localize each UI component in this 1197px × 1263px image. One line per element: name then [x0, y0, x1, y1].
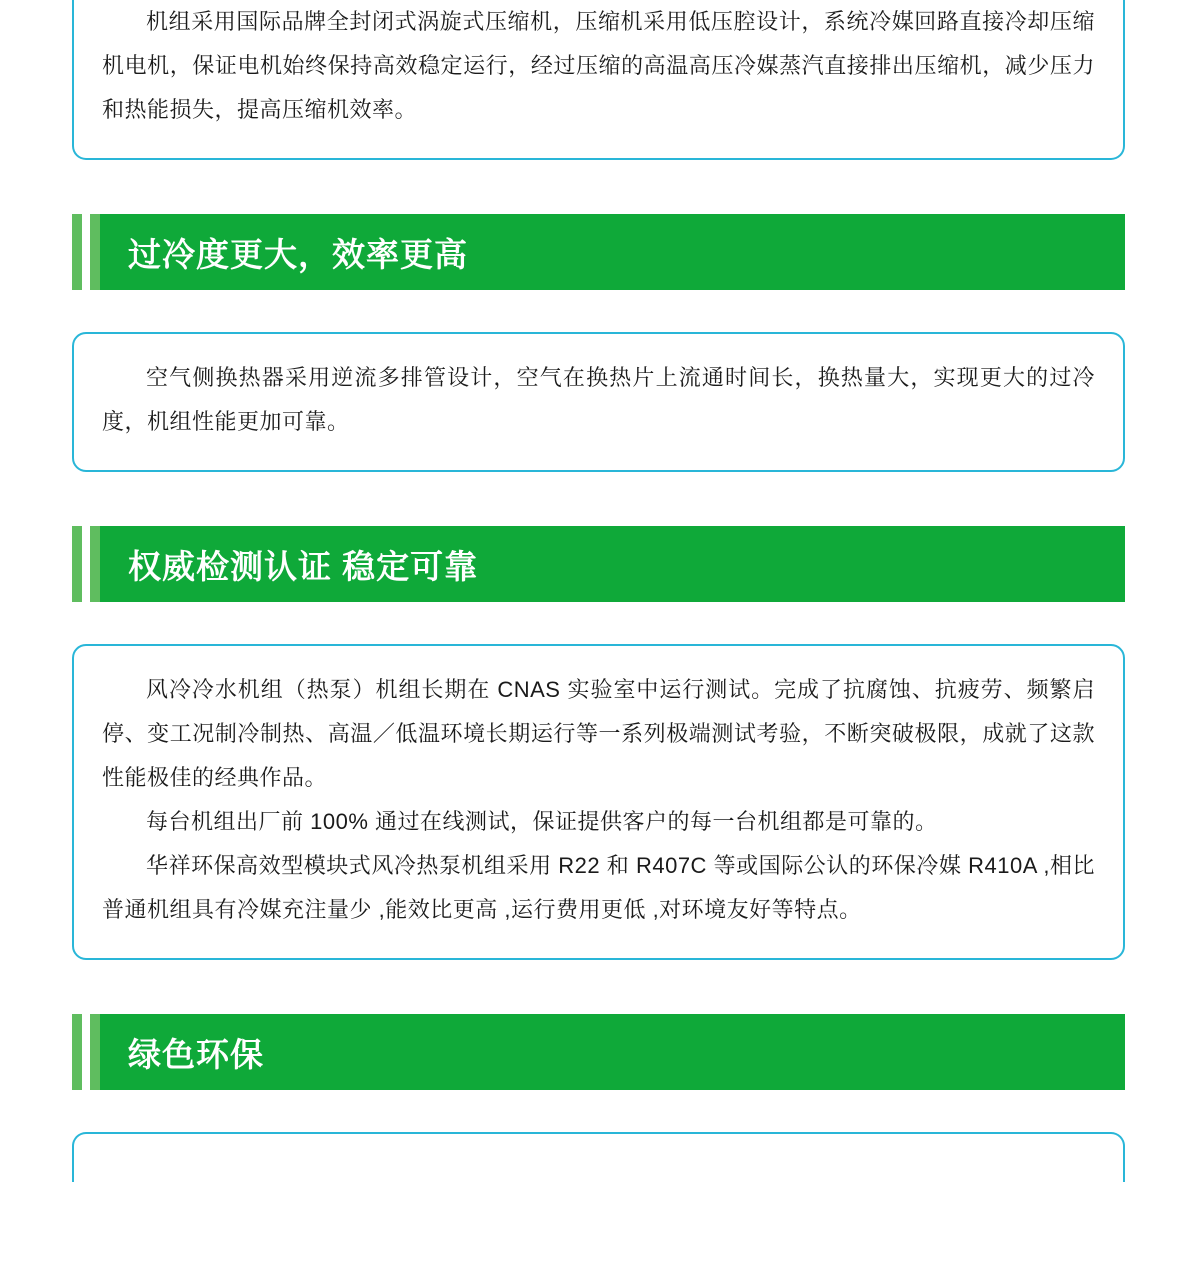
paragraph: 机组采用国际品牌全封闭式涡旋式压缩机，压缩机采用低压腔设计，系统冷媒回路直接冷却压缩机电机，保证电机始终保持高效稳定运行，经过压缩的高温高压冷媒蒸汽直接排出压缩机，减少压力和热能损失，提高压缩机效率。 — [102, 9, 1095, 122]
text-card-subcooling — [72, 332, 1125, 472]
spacer — [0, 472, 1197, 526]
paragraph: 每台机组出厂前 100% 通过在线测试，保证提供客户的每一台机组都是可靠的。 — [146, 809, 938, 834]
spacer — [0, 160, 1197, 214]
section-heading-certification — [72, 526, 1125, 602]
spacer — [0, 290, 1197, 332]
heading-accent-bar-second — [90, 526, 100, 602]
heading-accent-bar-second — [90, 1014, 100, 1090]
spacer — [0, 602, 1197, 644]
heading-accent-bar-left — [72, 1014, 82, 1090]
section-heading-subcooling — [72, 214, 1125, 290]
text-card-compressor — [72, 0, 1125, 160]
heading-body — [100, 526, 1125, 602]
text-card-green — [72, 1132, 1125, 1182]
heading-title: 过冷度更大，效率更高 — [128, 235, 468, 273]
heading-accent-bar-left — [72, 214, 82, 290]
paragraph: 华祥环保高效型模块式风冷热泵机组采用 R22 和 R407C 等或国际公认的环保冷媒 R410A ,相比普通机组具有冷媒充注量少 ,能效比更高 ,运行费用更低 ,对环境友好等特点。 — [102, 853, 1095, 922]
heading-body — [100, 1014, 1125, 1090]
paragraph: 风冷冷水机组（热泵）机组长期在 CNAS 实验室中运行测试。完成了抗腐蚀、抗疲劳、频繁启停、变工况制冷制热、高温／低温环境长期运行等一系列极端测试考验，不断突破极限，成就了这款性能极佳的经典作品。 — [102, 677, 1095, 790]
spacer — [0, 1090, 1197, 1132]
spacer — [0, 960, 1197, 1014]
heading-accent-gap — [82, 214, 90, 290]
heading-title: 绿色环保 — [128, 1035, 264, 1073]
section-heading-green — [72, 1014, 1125, 1090]
heading-body — [100, 214, 1125, 290]
heading-accent-bar-second — [90, 214, 100, 290]
heading-accent-gap — [82, 526, 90, 602]
heading-title: 权威检测认证 稳定可靠 — [128, 547, 479, 585]
paragraph: 空气侧换热器采用逆流多排管设计，空气在换热片上流通时间长，换热量大，实现更大的过冷度，机组性能更加可靠。 — [102, 365, 1095, 434]
heading-accent-gap — [82, 1014, 90, 1090]
text-card-certification — [72, 644, 1125, 960]
heading-accent-bar-left — [72, 526, 82, 602]
